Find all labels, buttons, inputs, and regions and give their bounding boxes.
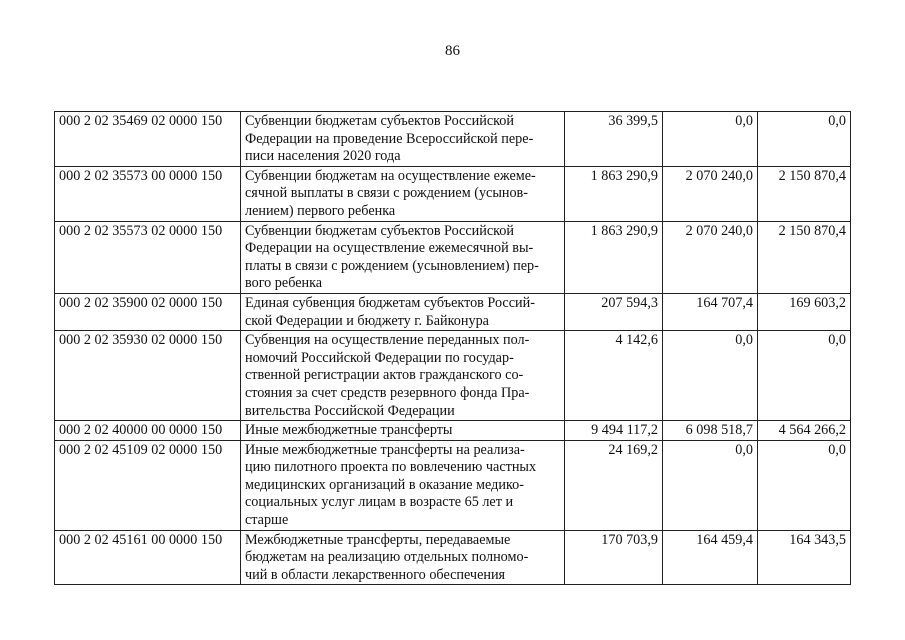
budget-name-line: Иные межбюджетные трансферты: [245, 422, 453, 439]
amount-v2-cell: 0,0: [663, 331, 758, 421]
amount-v2-cell: 0,0: [663, 440, 758, 530]
table-row: [55, 530, 851, 585]
budget-name-cell: [241, 293, 565, 330]
amount-v2-cell: 2 070 240,0: [663, 221, 758, 293]
budget-code-cell: 000 2 02 35573 02 0000 150: [55, 221, 241, 293]
amount-v2-cell: 0,0: [663, 112, 758, 167]
budget-name-cell: [241, 530, 565, 585]
budget-name-line: ской Федерации и бюджету г. Байконура: [245, 312, 489, 329]
budget-name-cell: [241, 421, 565, 441]
budget-name-line: Федерации на проведение Всероссийской пере-: [245, 130, 534, 147]
budget-code-cell: 000 2 02 35469 02 0000 150: [55, 112, 241, 167]
budget-name-line: Единая субвенция бюджетам субъектов Россий-: [245, 294, 535, 311]
amount-v3-cell: 4 564 266,2: [758, 421, 851, 441]
table-row: [55, 421, 851, 441]
budget-name-cell: [241, 112, 565, 167]
budget-name-line: лением) первого ребенка: [245, 202, 396, 219]
budget-code-cell: 000 2 02 35573 00 0000 150: [55, 166, 241, 221]
budget-code-cell: 000 2 02 40000 00 0000 150: [55, 421, 241, 441]
amount-v1-cell: 207 594,3: [565, 293, 663, 330]
amount-v3-cell: 0,0: [758, 331, 851, 421]
budget-name-cell: [241, 166, 565, 221]
budget-table: [54, 111, 851, 585]
budget-name-cell: [241, 221, 565, 293]
amount-v1-cell: 36 399,5: [565, 112, 663, 167]
budget-name-line: вого ребенка: [245, 275, 323, 292]
budget-name-line: Субвенции бюджетам на осуществление ежеме-: [245, 167, 536, 184]
amount-v2-cell: 2 070 240,0: [663, 166, 758, 221]
page-number: 86: [445, 43, 460, 59]
amount-v1-cell: 4 142,6: [565, 331, 663, 421]
budget-code-cell: 000 2 02 35930 02 0000 150: [55, 331, 241, 421]
amount-v3-cell: 0,0: [758, 440, 851, 530]
amount-v3-cell: 2 150 870,4: [758, 166, 851, 221]
table-row: [55, 331, 851, 421]
budget-name-cell: [241, 440, 565, 530]
budget-name-line: ственной регистрации актов гражданского со-: [245, 367, 524, 384]
budget-name-line: бюджетам на реализацию отдельных полномо-: [245, 549, 529, 566]
budget-name-line: Межбюджетные трансферты, передаваемые: [245, 531, 511, 548]
budget-name-line: медицинских организаций в оказание медико-: [245, 476, 524, 493]
budget-name-line: чий в области лекарственного обеспечения: [245, 566, 506, 583]
amount-v1-cell: 24 169,2: [565, 440, 663, 530]
amount-v3-cell: 164 343,5: [758, 530, 851, 585]
budget-name-line: Субвенция на осуществление переданных пол-: [245, 332, 530, 349]
amount-v3-cell: 2 150 870,4: [758, 221, 851, 293]
budget-name-cell: [241, 331, 565, 421]
budget-name-line: Субвенции бюджетам субъектов Российской: [245, 113, 514, 129]
budget-name-line: номочий Российской Федерации по государ-: [245, 349, 514, 366]
budget-name-line: Субвенции бюджетам субъектов Российской: [245, 222, 514, 239]
amount-v1-cell: 1 863 290,9: [565, 221, 663, 293]
table-row: [55, 440, 851, 530]
amount-v1-cell: 9 494 117,2: [565, 421, 663, 441]
budget-code-cell: 000 2 02 45161 00 0000 150: [55, 530, 241, 585]
budget-name-line: вительства Российской Федерации: [245, 402, 455, 419]
budget-name-line: цию пилотного проекта по вовлечению частных: [245, 459, 537, 476]
budget-code-cell: 000 2 02 45109 02 0000 150: [55, 440, 241, 530]
table-row: [55, 112, 851, 167]
budget-name-line: писи населения 2020 года: [245, 148, 401, 165]
amount-v2-cell: 6 098 518,7: [663, 421, 758, 441]
budget-name-line: стояния за счет средств резервного фонда Пра-: [245, 384, 530, 401]
table-row: [55, 166, 851, 221]
budget-name-line: платы в связи с рождением (усыновлением) пер-: [245, 257, 539, 274]
budget-name-line: старше: [245, 512, 289, 529]
amount-v2-cell: 164 707,4: [663, 293, 758, 330]
budget-name-line: Федерации на осуществление ежемесячной вы-: [245, 240, 534, 257]
budget-name-line: Иные межбюджетные трансферты на реализа-: [245, 441, 525, 458]
amount-v1-cell: 170 703,9: [565, 530, 663, 585]
table-row: [55, 293, 851, 330]
table-row: [55, 221, 851, 293]
amount-v1-cell: 1 863 290,9: [565, 166, 663, 221]
budget-table-body: [55, 112, 851, 585]
budget-name-line: социальных услуг лицам в возрасте 65 лет и: [245, 494, 514, 511]
amount-v3-cell: 169 603,2: [758, 293, 851, 330]
amount-v2-cell: 164 459,4: [663, 530, 758, 585]
budget-name-line: сячной выплаты в связи с рождением (усынов-: [245, 185, 528, 202]
budget-code-cell: 000 2 02 35900 02 0000 150: [55, 293, 241, 330]
amount-v3-cell: 0,0: [758, 112, 851, 167]
